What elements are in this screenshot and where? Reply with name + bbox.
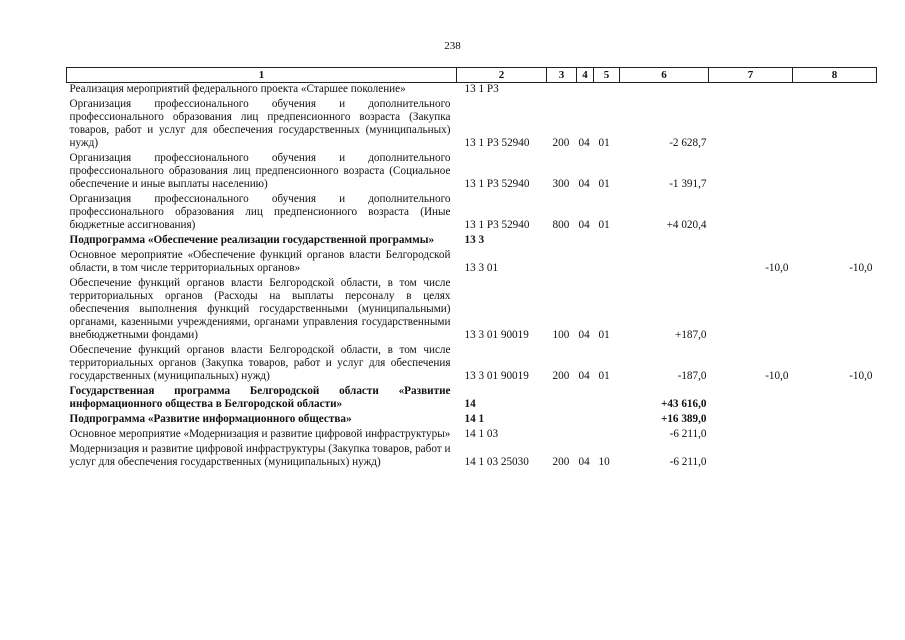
row-section-cell	[577, 234, 594, 249]
row-amount-col6-cell: -187,0	[677, 370, 707, 382]
table-row	[67, 413, 877, 428]
row-code-cell: 14 1 03	[464, 428, 499, 440]
row-amount-col7-cell	[709, 277, 793, 344]
row-amount-col7-cell	[709, 98, 793, 152]
row-subsection-cell	[594, 428, 620, 443]
table-row	[67, 277, 877, 344]
table-row	[67, 344, 877, 385]
row-name-cell: Подпрограмма «Обеспечение реализации государственной программы»	[69, 234, 435, 246]
row-expense-type-cell	[547, 83, 577, 99]
row-name-cell: Организация профессионального обучения и дополнительного профессионального образования лиц предпенсионного возраста (Иные бюджетные ассигнования)	[69, 193, 451, 231]
row-amount-col7-cell	[709, 385, 793, 413]
row-amount-col6-cell: -1 391,7	[669, 178, 707, 190]
row-amount-col8-cell	[793, 98, 877, 152]
row-name-cell: Обеспечение функций органов власти Белгородской области, в том числе территориальных органов (Закупка товаров, работ и услуг для обеспечения государственных (муниципальных) нужд)	[69, 344, 451, 382]
row-section-cell: 04	[578, 178, 590, 190]
budget-table	[66, 67, 877, 471]
row-name-cell: Государственная программа Белгородской области «Развитие информационного общества в Белгородской области»	[69, 385, 451, 410]
table-row	[67, 234, 877, 249]
row-expense-type-cell: 800	[552, 219, 570, 231]
row-amount-col7-cell	[709, 193, 793, 234]
row-expense-type-cell: 200	[552, 137, 570, 149]
row-amount-col6-cell: +16 389,0	[660, 413, 707, 425]
row-section-cell	[577, 83, 594, 99]
row-name-cell: Обеспечение функций органов власти Белгородской области, в том числе территориальных органов (Расходы на выплаты персоналу в целях обеспечения выполнения функций государственными (муниципальными) органами, казенными учреждениями, органами управления государственными внебюджетными фондами)	[69, 277, 451, 341]
row-amount-col6-cell: +187,0	[675, 329, 707, 341]
row-amount-col6-cell: -2 628,7	[669, 137, 707, 149]
row-amount-col7-cell	[709, 443, 793, 471]
row-expense-type-cell	[547, 428, 577, 443]
row-section-cell: 04	[578, 370, 590, 382]
row-amount-col6-cell	[620, 234, 709, 249]
row-amount-col7-cell: -10,0	[765, 370, 789, 382]
row-code-cell: 13 3 01 90019	[464, 370, 529, 382]
row-section-cell: 04	[578, 219, 590, 231]
row-expense-type-cell	[547, 413, 577, 428]
row-subsection-cell	[594, 249, 620, 277]
row-expense-type-cell	[547, 385, 577, 413]
row-amount-col7-cell	[709, 83, 793, 99]
row-code-cell: 13 3 01 90019	[464, 329, 529, 341]
column-header-3: 3	[547, 68, 577, 83]
row-section-cell: 04	[578, 137, 590, 149]
column-header-1: 1	[67, 68, 457, 83]
row-amount-col6-cell: -6 211,0	[669, 456, 707, 468]
table-row	[67, 98, 877, 152]
row-code-cell: 14	[464, 398, 476, 410]
row-subsection-cell: 01	[598, 137, 610, 149]
row-subsection-cell: 01	[598, 329, 610, 341]
row-amount-col8-cell: -10,0	[849, 370, 873, 382]
row-expense-type-cell: 300	[552, 178, 570, 190]
row-amount-col7-cell: -10,0	[765, 262, 789, 274]
row-code-cell: 13 3	[464, 234, 485, 246]
table-row	[67, 152, 877, 193]
column-header-8: 8	[793, 68, 877, 83]
row-code-cell: 13 1 Р3 52940	[464, 219, 530, 231]
table-row	[67, 443, 877, 471]
row-name-cell: Организация профессионального обучения и дополнительного профессионального образования лиц предпенсионного возраста (Закупка товаров, работ и услуг для обеспечения государственных (муниципальных) нужд)	[69, 98, 451, 149]
row-expense-type-cell: 100	[552, 329, 570, 341]
row-amount-col8-cell	[793, 152, 877, 193]
row-expense-type-cell	[547, 249, 577, 277]
row-section-cell: 04	[578, 329, 590, 341]
row-section-cell: 04	[578, 456, 590, 468]
page-number: 238	[444, 40, 461, 52]
row-expense-type-cell	[547, 234, 577, 249]
row-subsection-cell	[594, 234, 620, 249]
row-section-cell	[577, 413, 594, 428]
row-amount-col8-cell: -10,0	[849, 262, 873, 274]
column-header-7: 7	[709, 68, 793, 83]
row-amount-col8-cell	[793, 277, 877, 344]
row-amount-col6-cell	[620, 83, 709, 99]
row-amount-col8-cell	[793, 385, 877, 413]
row-section-cell	[577, 428, 594, 443]
row-section-cell	[577, 249, 594, 277]
row-subsection-cell	[594, 413, 620, 428]
row-code-cell: 13 1 Р3 52940	[464, 178, 530, 190]
row-name-cell: Основное мероприятие «Обеспечение функций органов власти Белгородской области, в том числе территориальных органов»	[69, 249, 451, 274]
table-body	[67, 83, 877, 472]
row-amount-col6-cell: +43 616,0	[660, 398, 707, 410]
table-row	[67, 385, 877, 413]
row-code-cell: 14 1 03 25030	[464, 456, 529, 468]
column-header-5: 5	[594, 68, 620, 83]
row-name-cell: Основное мероприятие «Модернизация и развитие цифровой инфраструктуры»	[69, 428, 451, 440]
row-subsection-cell: 10	[598, 456, 610, 468]
row-code-cell: 13 1 Р3	[464, 83, 499, 95]
row-name-cell: Организация профессионального обучения и дополнительного профессионального образования лиц предпенсионного возраста (Социальное обеспечение и иные выплаты населению)	[69, 152, 451, 190]
row-amount-col8-cell	[793, 443, 877, 471]
row-subsection-cell	[594, 83, 620, 99]
row-expense-type-cell: 200	[552, 456, 570, 468]
row-amount-col6-cell: +4 020,4	[666, 219, 707, 231]
table-row	[67, 193, 877, 234]
row-amount-col7-cell	[709, 234, 793, 249]
column-header-2: 2	[457, 68, 547, 83]
row-subsection-cell: 01	[598, 178, 610, 190]
row-code-cell: 13 3 01	[464, 262, 499, 274]
table-row	[67, 83, 877, 99]
row-amount-col8-cell	[793, 234, 877, 249]
table-header-row	[67, 68, 877, 83]
row-code-cell: 14 1	[464, 413, 485, 425]
row-amount-col8-cell	[793, 83, 877, 99]
row-amount-col6-cell	[620, 249, 709, 277]
column-header-6: 6	[620, 68, 709, 83]
row-amount-col7-cell	[709, 413, 793, 428]
row-amount-col7-cell	[709, 428, 793, 443]
row-expense-type-cell: 200	[552, 370, 570, 382]
table-row	[67, 428, 877, 443]
row-amount-col8-cell	[793, 413, 877, 428]
row-amount-col6-cell: -6 211,0	[669, 428, 707, 440]
row-section-cell	[577, 385, 594, 413]
row-code-cell: 13 1 Р3 52940	[464, 137, 530, 149]
row-name-cell: Подпрограмма «Развитие информационного общества»	[69, 413, 352, 425]
table-row	[67, 249, 877, 277]
row-name-cell: Модернизация и развитие цифровой инфраструктуры (Закупка товаров, работ и услуг для обеспечения государственных (муниципальных) нужд)	[69, 443, 451, 468]
row-subsection-cell: 01	[598, 219, 610, 231]
row-amount-col8-cell	[793, 193, 877, 234]
row-name-cell: Реализация мероприятий федерального проекта «Старшее поколение»	[69, 83, 406, 95]
column-header-4: 4	[577, 68, 594, 83]
row-amount-col7-cell	[709, 152, 793, 193]
row-amount-col8-cell	[793, 428, 877, 443]
row-subsection-cell: 01	[598, 370, 610, 382]
row-subsection-cell	[594, 385, 620, 413]
